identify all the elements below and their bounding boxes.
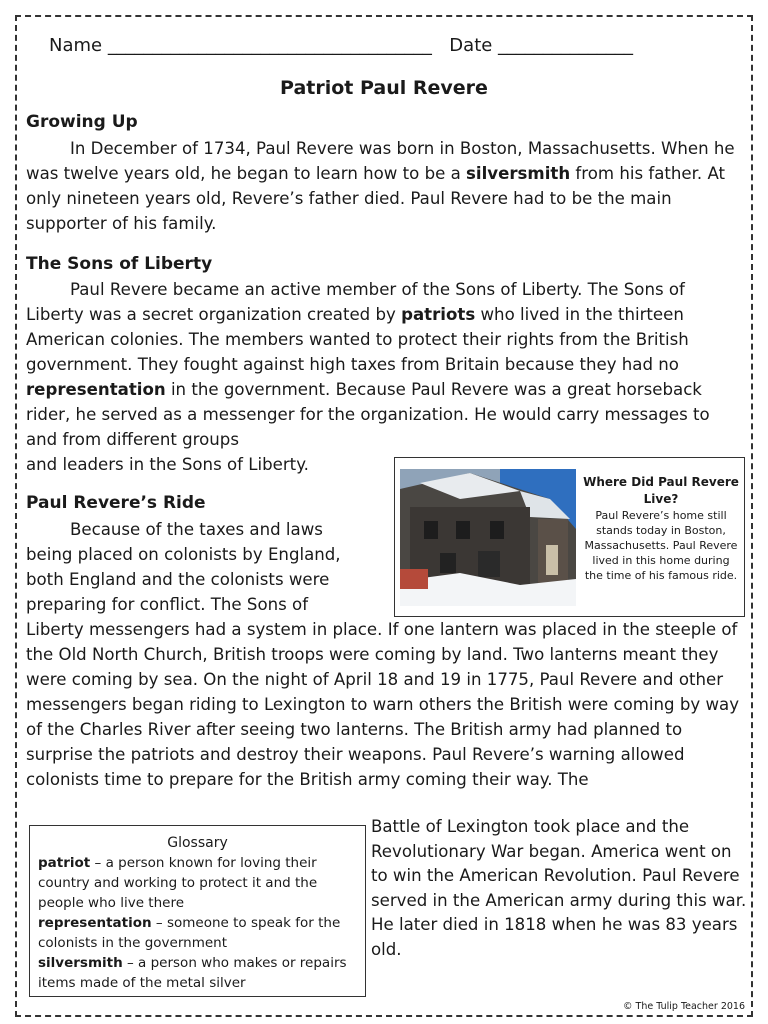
copyright-footer: © The Tulip Teacher 2016: [623, 1001, 745, 1012]
term-representation: representation: [26, 380, 166, 399]
ride-line-2: being placed on colonists by England,: [26, 545, 341, 564]
ride-line-4: preparing for conflict. The Sons of: [26, 595, 309, 614]
ride-paragraph-full: Liberty messengers had a system in place. If one lantern was placed in the steeple of the Old North Church, British troops were coming by land. Two lanterns meant they were coming by sea. On the night of April 18 and 19 in 1775, Paul Revere and other messengers began riding to Lexington to warn others the British were coming by way of the Charles River after seeing two lanterns. The British army had planned to surprise the patriots and destroy their weapons. Paul Revere’s warning allowed colonists time to prepare for the British army coming their way. The: [26, 620, 740, 789]
sons-text-1: Paul Revere became an active member of the Sons of Liberty. The Sons of Liberty was a secret organization created by: [26, 280, 685, 324]
glossary-box: [29, 825, 366, 997]
ride-paragraph-right: Battle of Lexington took place and the Revolutionary War began. America went on to win the American Revolution. Paul Revere served in the American army during this war. He later died in 1818 when he was 83 years old.: [371, 817, 747, 959]
glossary-entry-representation: [38, 913, 357, 953]
worksheet-page: [15, 15, 753, 1017]
sons-text-last-line: and leaders in the Sons of Liberty.: [26, 455, 309, 474]
paul-revere-house-photo: [400, 469, 576, 606]
header-line: [49, 35, 633, 56]
growing-up-text-1: In December of 1734, Paul Revere was born in Boston, Massachusetts. When he was twelve years old, he began to learn how to be a: [26, 139, 735, 183]
glossary-term: representation: [38, 915, 152, 931]
glossary-entry-silversmith: [38, 953, 357, 993]
section-heading-growing-up: Growing Up: [26, 112, 138, 132]
glossary-term: patriot: [38, 855, 91, 871]
growing-up-text-2: from his father. At only nineteen years old, Revere’s father died. Paul Revere had to be the main supporter of his family.: [26, 164, 726, 233]
paragraph-sons-of-liberty: [26, 277, 742, 452]
sons-text-3: in the government. Because Paul Revere was a great horseback rider, he served as a messenger for the organization. He would carry messages to and from different groups: [26, 380, 710, 449]
photo-caption-title: Where Did Paul Revere Live?: [583, 475, 739, 506]
ride-line-3: both England and the colonists were: [26, 570, 330, 589]
paragraph-growing-up: [26, 136, 742, 236]
date-field-label[interactable]: Date _______________: [449, 35, 634, 56]
glossary-definition: – a person known for loving their country and working to protect it and the people who live there: [38, 855, 318, 911]
glossary-title: Glossary: [167, 835, 228, 851]
glossary-term: silversmith: [38, 955, 123, 971]
glossary-entry-patriot: [38, 853, 357, 913]
glossary-definition: – a person who makes or repairs items made of the metal silver: [38, 955, 347, 991]
sons-text-2: who lived in the thirteen American colonies. The members wanted to protect their rights from the British government. They fought against high taxes from Britain because they had no: [26, 305, 689, 374]
term-silversmith: silversmith: [466, 164, 571, 183]
section-heading-sons-of-liberty: The Sons of Liberty: [26, 254, 213, 274]
photo-caption-text: Paul Revere’s home still stands today in Boston, Massachusetts. Paul Revere lived in this home during the time of his famous ride.: [584, 509, 738, 582]
glossary-definition: – someone to speak for the colonists in the government: [38, 915, 341, 951]
page-title: Patriot Paul Revere: [280, 77, 488, 99]
photo-caption: [583, 474, 739, 583]
name-field-label[interactable]: Name ____________________________________: [49, 35, 432, 56]
section-heading-ride: Paul Revere’s Ride: [26, 493, 206, 513]
ride-line-1: Because of the taxes and laws: [70, 520, 323, 539]
photo-callout: [394, 457, 745, 617]
term-patriots: patriots: [401, 305, 476, 324]
